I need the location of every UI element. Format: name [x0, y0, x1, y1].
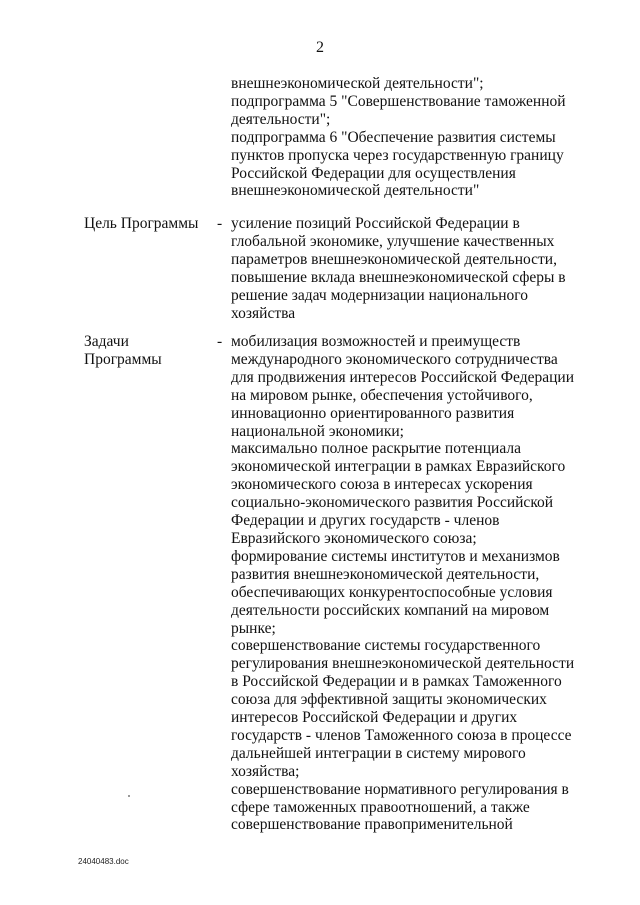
tasks-text: мобилизация возможностей и преимуществ международного экономического сотрудничества для продвижения интересов Российской Федерации на мировом рынке, обеспечения устойчивого, инновационно ориентированного развития национальной экономики; максимально полное раскрытие потенциала экономической интеграции в рамках Евразийского экономического союза в интересах ускорения социально-экономического развития Российской Федерации и других государств - членов Евразийского экономического союза; формирование системы институтов и механизмов развития внешнеэкономической деятельности, обеспечивающих конкурентоспособные условия деятельности российских компаний на мировом рынке; совершенствование системы государственного регулирования внешнеэкономической деятельности в Российской Федерации и в рамках Таможенного союза для эффективной защиты экономических интересов Российской Федерации и других государств - членов Таможенного союза в процессе дальнейшей интеграции в систему мирового хозяйства; совершенствование нормативного регулирования в сфере таможенных правоотношений, а также совершенствование правоприменительной	[231, 333, 575, 834]
goal-label: Цель Программы	[84, 215, 199, 232]
subprograms-continuation-text: внешнеэкономической деятельности"; подпрограмма 5 "Совершенствование таможенной деятельности"; подпрограмма 6 "Обеспечение развития системы пунктов пропуска через государственную границу Российской Федерации для осуществления внешнеэкономической деятельности"	[231, 75, 566, 200]
scan-speck	[128, 795, 130, 797]
page-number: 2	[316, 39, 324, 56]
footer-filename: 24040483.doc	[78, 857, 129, 866]
tasks-label: Задачи Программы	[84, 333, 162, 368]
goal-text: усиление позиций Российской Федерации в глобальной экономике, улучшение качественных параметров внешнеэкономической деятельности, повышение вклада внешнеэкономической сферы в решение задач модернизации национального хозяйства	[231, 215, 566, 322]
tasks-dash: -	[217, 333, 223, 350]
goal-dash: -	[217, 215, 223, 232]
